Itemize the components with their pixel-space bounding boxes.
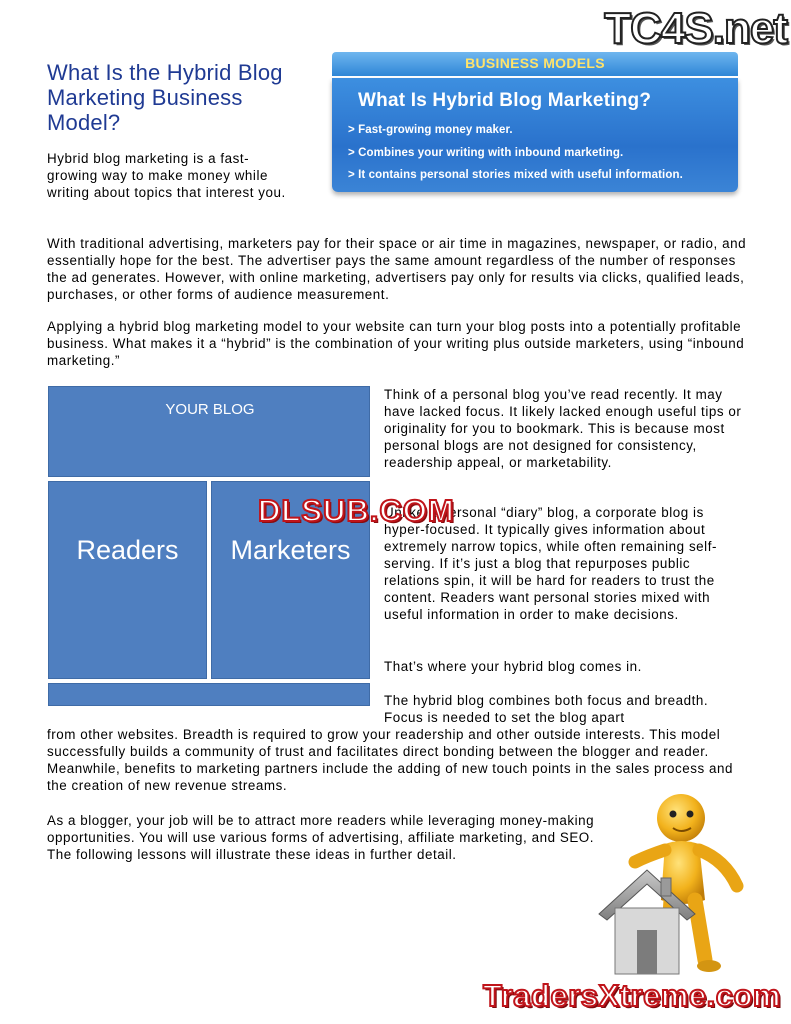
traditional-advertising-paragraph: With traditional advertising, marketers pay for their space or air time in magazines, newspaper, or radio, and essentially hope for the best. The advertiser pays the same amount regardless of the number of responses the ad generates. However, with online marketing, advertisers pay only for results via clicks, qualified leads, purchases, or other forms of audience measurement. [47,236,747,302]
banner-bullet: > It contains personal stories mixed with useful information. [348,169,683,181]
tc4s-watermark: TC4S.net [604,4,787,53]
banner-bullet: > Fast-growing money maker. [348,124,513,136]
tradersxtreme-watermark: TradersXtreme.com [483,978,781,1013]
mascot-house-illustration [595,790,745,980]
focus-breadth-paragraph-start: The hybrid blog combines both focus and breadth. Focus is needed to set the blog apart [384,693,709,725]
banner-heading: What Is Hybrid Blog Marketing? [358,90,652,111]
focus-breadth-paragraph-end: from other websites. Breadth is required to grow your readership and other outside interests. This model successfully builds a community of trust and facilitates direct bonding between the blogger and reader. Meanwhile, benefits to marketing partners include the adding of new touch points in the sales process and the creation of new revenue streams. [47,727,733,793]
business-models-banner [332,52,738,192]
hybrid-intro-paragraph: That’s where your hybrid blog comes in. [384,659,642,674]
banner-bullet: > Combines your writing with inbound marketing. [348,147,624,159]
your-blog-box [48,386,370,477]
your-blog-label: YOUR BLOG [165,401,255,418]
readers-label: Readers [76,535,179,565]
blogger-job-paragraph: As a blogger, your job will be to attract more readers while leveraging money-making opportunities. You will use various forms of advertising, affiliate marketing, and SEO. The following lessons will illustrate these ideas in further detail. [47,813,595,862]
dlsub-watermark: DLSUB.COM [258,493,455,528]
personal-blog-paragraph: Think of a personal blog you’ve read recently. It may have lacked focus. It likely lacked enough useful tips or originality for you to bookmark. This is because most personal blogs are not designed for consistency, readership appeal, or marketability. [384,387,742,470]
hybrid-model-paragraph: Applying a hybrid blog marketing model to your website can turn your blog posts into a potentially profitable business. What makes it a “hybrid” is the combination of your writing plus outside marketers, using “inbound marketing.” [47,319,745,368]
corporate-blog-paragraph: Unlike a personal “diary” blog, a corporate blog is hyper-focused. It typically gives information about extremely narrow topics, while often remaining self-serving. If it’s just a blog that repurposes public relations spin, it will be hard for readers to trust the content. Readers want personal stories mixed with useful information in order to make decisions. [384,505,717,622]
marketers-label: Marketers [230,535,351,565]
readers-box [48,481,207,679]
banner-tab [332,52,738,76]
banner-body [332,78,738,192]
diagram-base-box [48,683,370,706]
blog-model-diagram [48,386,370,706]
banner-tab-label: BUSINESS MODELS [465,55,605,71]
intro-paragraph: Hybrid blog marketing is a fast-growing way to make money while writing about topics that interest you. [47,151,286,200]
page-title: What Is the Hybrid Blog Marketing Business Model? [47,59,283,135]
